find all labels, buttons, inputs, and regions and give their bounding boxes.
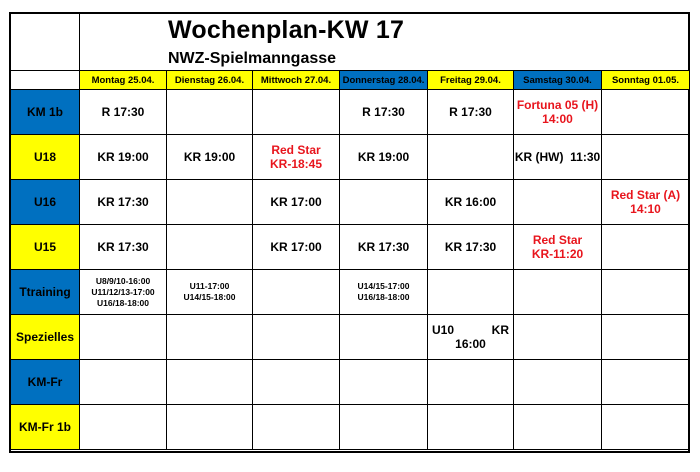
cell-u16-mon: KR 17:30 bbox=[80, 180, 167, 225]
cell-kmfr-mon bbox=[80, 360, 167, 405]
table-row bbox=[11, 360, 690, 405]
cell-kmfr1b-fri bbox=[428, 405, 514, 450]
row-label-u15: U15 bbox=[11, 225, 80, 270]
schedule-table bbox=[10, 70, 690, 450]
cell-spezielles-mon bbox=[80, 315, 167, 360]
table-row bbox=[11, 315, 690, 360]
row-label-km-fr-1b: KM-Fr 1b bbox=[11, 405, 80, 450]
day-header-friday: Freitag 29.04. bbox=[428, 71, 514, 90]
cell-u15-sat: Red Star KR-11:20 bbox=[514, 225, 602, 270]
cell-u15-tue bbox=[167, 225, 253, 270]
cell-u15-thu: KR 17:30 bbox=[340, 225, 428, 270]
table-row bbox=[11, 270, 690, 315]
cell-u18-sat: KR (HW) 11:30 bbox=[514, 135, 602, 180]
cell-u15-sun bbox=[602, 225, 690, 270]
cell-u18-mon: KR 19:00 bbox=[80, 135, 167, 180]
spezielles-fri-place: KR bbox=[491, 323, 509, 337]
table-row bbox=[11, 225, 690, 270]
cell-kmfr1b-sun bbox=[602, 405, 690, 450]
cell-kmfr1b-wed bbox=[253, 405, 340, 450]
cell-u18-tue: KR 19:00 bbox=[167, 135, 253, 180]
day-header-saturday: Samstag 30.04. bbox=[514, 71, 602, 90]
cell-kmfr-thu bbox=[340, 360, 428, 405]
cell-ttraining-fri bbox=[428, 270, 514, 315]
table-row bbox=[11, 180, 690, 225]
row-label-u18: U18 bbox=[11, 135, 80, 180]
cell-km1b-sat: Fortuna 05 (H) 14:00 bbox=[514, 90, 602, 135]
cell-u16-sat bbox=[514, 180, 602, 225]
day-header-row bbox=[11, 71, 690, 90]
cell-km1b-wed bbox=[253, 90, 340, 135]
cell-kmfr1b-thu bbox=[340, 405, 428, 450]
cell-u16-tue bbox=[167, 180, 253, 225]
cell-spezielles-sun bbox=[602, 315, 690, 360]
cell-u15-mon: KR 17:30 bbox=[80, 225, 167, 270]
table-row bbox=[11, 135, 690, 180]
row-label-km-1b: KM 1b bbox=[11, 90, 80, 135]
cell-u16-sun: Red Star (A) 14:10 bbox=[602, 180, 690, 225]
row-label-u16: U16 bbox=[11, 180, 80, 225]
header-divider bbox=[79, 12, 80, 72]
cell-u18-fri bbox=[428, 135, 514, 180]
cell-u18-thu: KR 19:00 bbox=[340, 135, 428, 180]
cell-u15-fri: KR 17:30 bbox=[428, 225, 514, 270]
row-label-ttraining: Ttraining bbox=[11, 270, 80, 315]
day-header-thursday: Donnerstag 28.04. bbox=[340, 71, 428, 90]
cell-km1b-mon: R 17:30 bbox=[80, 90, 167, 135]
cell-kmfr-fri bbox=[428, 360, 514, 405]
cell-kmfr-wed bbox=[253, 360, 340, 405]
day-header-sunday: Sonntag 01.05. bbox=[602, 71, 690, 90]
page-title: Wochenplan-KW 17 bbox=[168, 16, 405, 44]
cell-spezielles-wed bbox=[253, 315, 340, 360]
cell-spezielles-tue bbox=[167, 315, 253, 360]
spezielles-fri-top bbox=[428, 323, 513, 337]
day-header-tuesday: Dienstag 26.04. bbox=[167, 71, 253, 90]
spezielles-fri-team: U10 bbox=[432, 323, 455, 337]
cell-u16-wed: KR 17:00 bbox=[253, 180, 340, 225]
table-row bbox=[11, 90, 690, 135]
cell-u18-sun bbox=[602, 135, 690, 180]
cell-kmfr-sat bbox=[514, 360, 602, 405]
cell-u16-fri: KR 16:00 bbox=[428, 180, 514, 225]
cell-kmfr1b-sat bbox=[514, 405, 602, 450]
cell-ttraining-mon: U8/9/10-16:00 U11/12/13-17:00 U16/18-18:00 bbox=[80, 270, 167, 315]
cell-spezielles-fri bbox=[428, 315, 514, 360]
cell-spezielles-sat bbox=[514, 315, 602, 360]
cell-kmfr-tue bbox=[167, 360, 253, 405]
page-subtitle: NWZ-Spielmanngasse bbox=[168, 50, 337, 67]
day-header-monday: Montag 25.04. bbox=[80, 71, 167, 90]
cell-kmfr1b-tue bbox=[167, 405, 253, 450]
cell-u15-wed: KR 17:00 bbox=[253, 225, 340, 270]
day-header-wednesday: Mittwoch 27.04. bbox=[253, 71, 340, 90]
cell-spezielles-thu bbox=[340, 315, 428, 360]
cell-u16-thu bbox=[340, 180, 428, 225]
cell-km1b-tue bbox=[167, 90, 253, 135]
row-label-spezielles: Spezielles bbox=[11, 315, 80, 360]
cell-kmfr1b-mon bbox=[80, 405, 167, 450]
cell-u18-wed: Red Star KR-18:45 bbox=[253, 135, 340, 180]
corner-cell bbox=[11, 71, 80, 90]
row-label-km-fr: KM-Fr bbox=[11, 360, 80, 405]
table-row bbox=[11, 405, 690, 450]
cell-ttraining-sat bbox=[514, 270, 602, 315]
cell-kmfr-sun bbox=[602, 360, 690, 405]
spezielles-fri-time: 16:00 bbox=[455, 337, 486, 351]
cell-km1b-sun bbox=[602, 90, 690, 135]
cell-ttraining-sun bbox=[602, 270, 690, 315]
cell-ttraining-thu: U14/15-17:00 U16/18-18:00 bbox=[340, 270, 428, 315]
cell-km1b-thu: R 17:30 bbox=[340, 90, 428, 135]
cell-km1b-fri: R 17:30 bbox=[428, 90, 514, 135]
cell-ttraining-tue: U11-17:00 U14/15-18:00 bbox=[167, 270, 253, 315]
cell-ttraining-wed bbox=[253, 270, 340, 315]
